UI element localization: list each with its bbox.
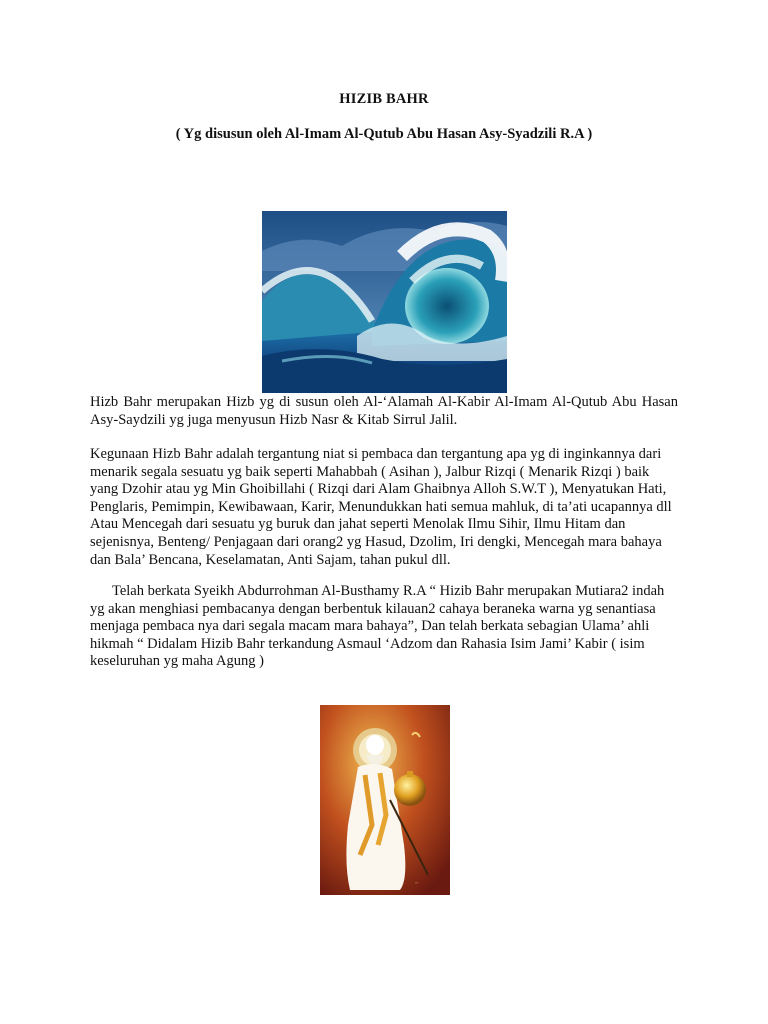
page-subtitle: ( Yg disusun oleh Al-Imam Al-Qutub Abu Hasan Asy-Syadzili R.A )	[175, 126, 593, 142]
saint-painting-image	[320, 705, 450, 895]
ocean-wave-image	[262, 211, 507, 393]
paragraph-benefits: Kegunaan Hizb Bahr adalah tergantung niat si pembaca dan tergantung apa yg di inginkannya dari menarik segala sesuatu yg baik seperti Mahabbah ( Asihan ), Jalbur Rizqi ( Menarik Rizqi ) baik yang Dzohir atau yg Min Ghoibillahi ( Rizqi dari Alam Ghaibnya Alloh S.W.T ), Menyatukan Hati, Penglaris, Pemimpin, Kewibawaan, Karir, Menundukkan hati semua mahluk, di ta’ati ucapannya dll Atau Mencegah dari sesuatu yg buruk dan jahat seperti Menolak Ilmu Sihir, Ilmu Hitam dan sejenisnya, Benteng/ Penjagaan dari orang2 yg Hasud, Dzolim, Iri dengki, Mencegah mara bahaya dan Bala’ Bencana, Keselamatan, Anti Sajam, tahan pukul dll.	[90, 446, 672, 568]
paragraph-quote	[90, 583, 678, 671]
paragraph-quote-text: Telah berkata Syeikh Abdurrohman Al-Busthamy R.A “ Hizib Bahr merupakan Mutiara2 indah yg akan menghiasi pembacanya dengan berbentuk kilauan2 cahaya beraneka warna yg senantiasa menjaga pembaca nya dari segala macam mara bahaya”, Dan telah berkata sebagian Ulama’ ahli hikmah “ Didalam Hizib Bahr terkandung Asmaul ‘Adzom dan Rahasia Isim Jami’ Kabir ( isim keseluruhan yg maha Agung )	[90, 583, 665, 670]
page-title: HIZIB BAHR	[339, 91, 429, 107]
paragraph-intro: Hizb Bahr merupakan Hizb yg di susun oleh Al-‘Alamah Al-Kabir Al-Imam Al-Qutub Abu Hasan Asy-Saydzili yg juga menyusun Hizb Nasr & Kitab Sirrul Jalil.	[90, 394, 678, 428]
svg-text:~: ~	[415, 881, 419, 887]
